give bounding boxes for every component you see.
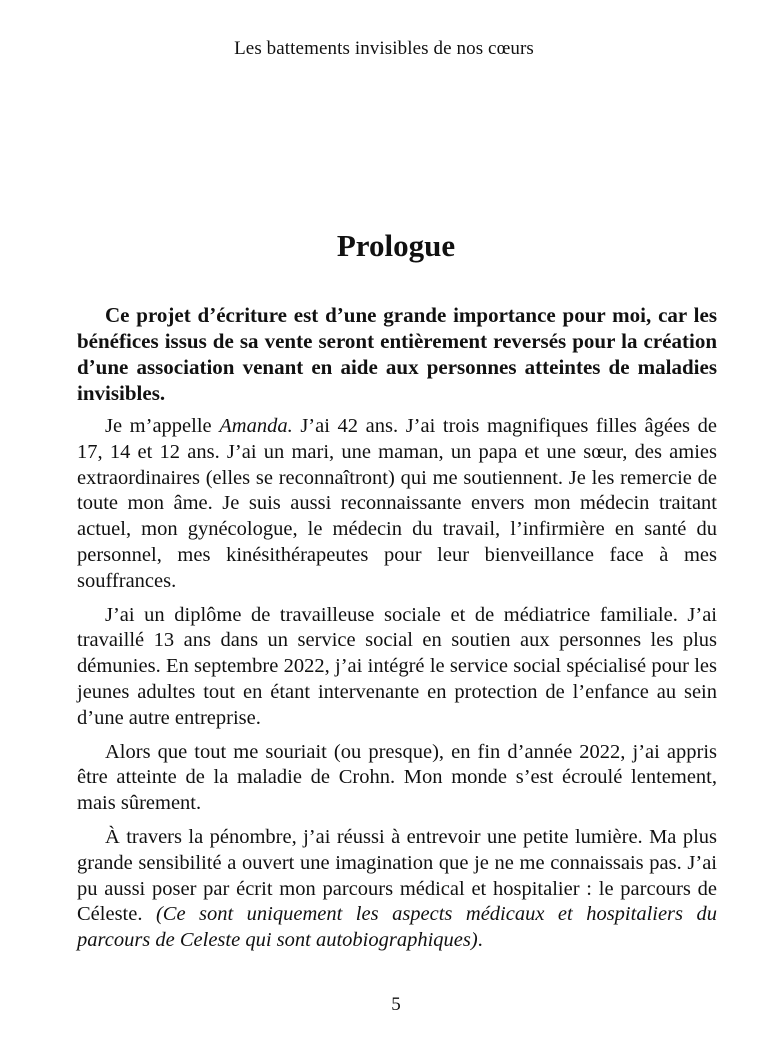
paragraph-light-start: À travers la pénombre, j’ai réussi à entrevoir une petite lumière. Ma plus grande sensibilité a ouvert une imagination que je ne me connaissais pas. J’ai pu aussi poser par écrit mon parcours médical et hospitalier : le parcours de Céleste. [77, 825, 717, 926]
paragraph-light-end: . [477, 929, 483, 952]
intro-paragraph: Ce projet d’écriture est d’une grande importance pour moi, car les bénéfices issus de sa vente seront entièrement reversés pour la création d’une association venant en aide aux personnes atteintes de maladies invisibles. [77, 303, 717, 405]
autobiography-note: (Ce sont uniquement les aspects médicaux et hospitaliers du parcours de Celeste qui sont autobiographiques) [77, 903, 717, 952]
author-name: Amanda. [219, 415, 293, 437]
body-text [77, 302, 717, 954]
paragraph-diagnosis: Alors que tout me souriait (ou presque), en fin d’année 2022, j’ai appris être atteinte de la maladie de Crohn. Mon monde s’est écroulé lentement, mais sûrement. [77, 740, 717, 815]
paragraph-identity-rest: J’ai 42 ans. J’ai trois magnifiques filles âgées de 17, 14 et 12 ans. J’ai un mari, une maman, un papa et une sœur, des amies extraordinaires (elles se reconnaîtront) qui me soutiennent. Je les remercie de toute mon âme. Je suis aussi reconnaissante envers mon médecin traitant actuel, mon gynécologue, le médecin du travail, l’infirmière en santé du personnel, mes kinésithérapeutes pour leur bienveillance face à mes souffrances. [77, 415, 717, 592]
paragraph-identity [77, 414, 717, 595]
page-number: 5 [391, 994, 401, 1015]
paragraph-career: J’ai un diplôme de travailleuse sociale et de médiatrice familiale. J’ai travaillé 13 ans dans un service social en soutien aux personnes les plus démunies. En septembre 2022, j’ai intégré le service social spécialisé pour les jeunes adultes tout en étant intervenante en protection de l’enfance au sein d’une autre entreprise. [77, 603, 717, 729]
paragraph-identity-start: Je m’appelle [105, 415, 220, 437]
paragraph-light [77, 825, 717, 954]
chapter-title: Prologue [336, 228, 456, 263]
running-header: Les battements invisibles de nos cœurs [234, 38, 534, 59]
